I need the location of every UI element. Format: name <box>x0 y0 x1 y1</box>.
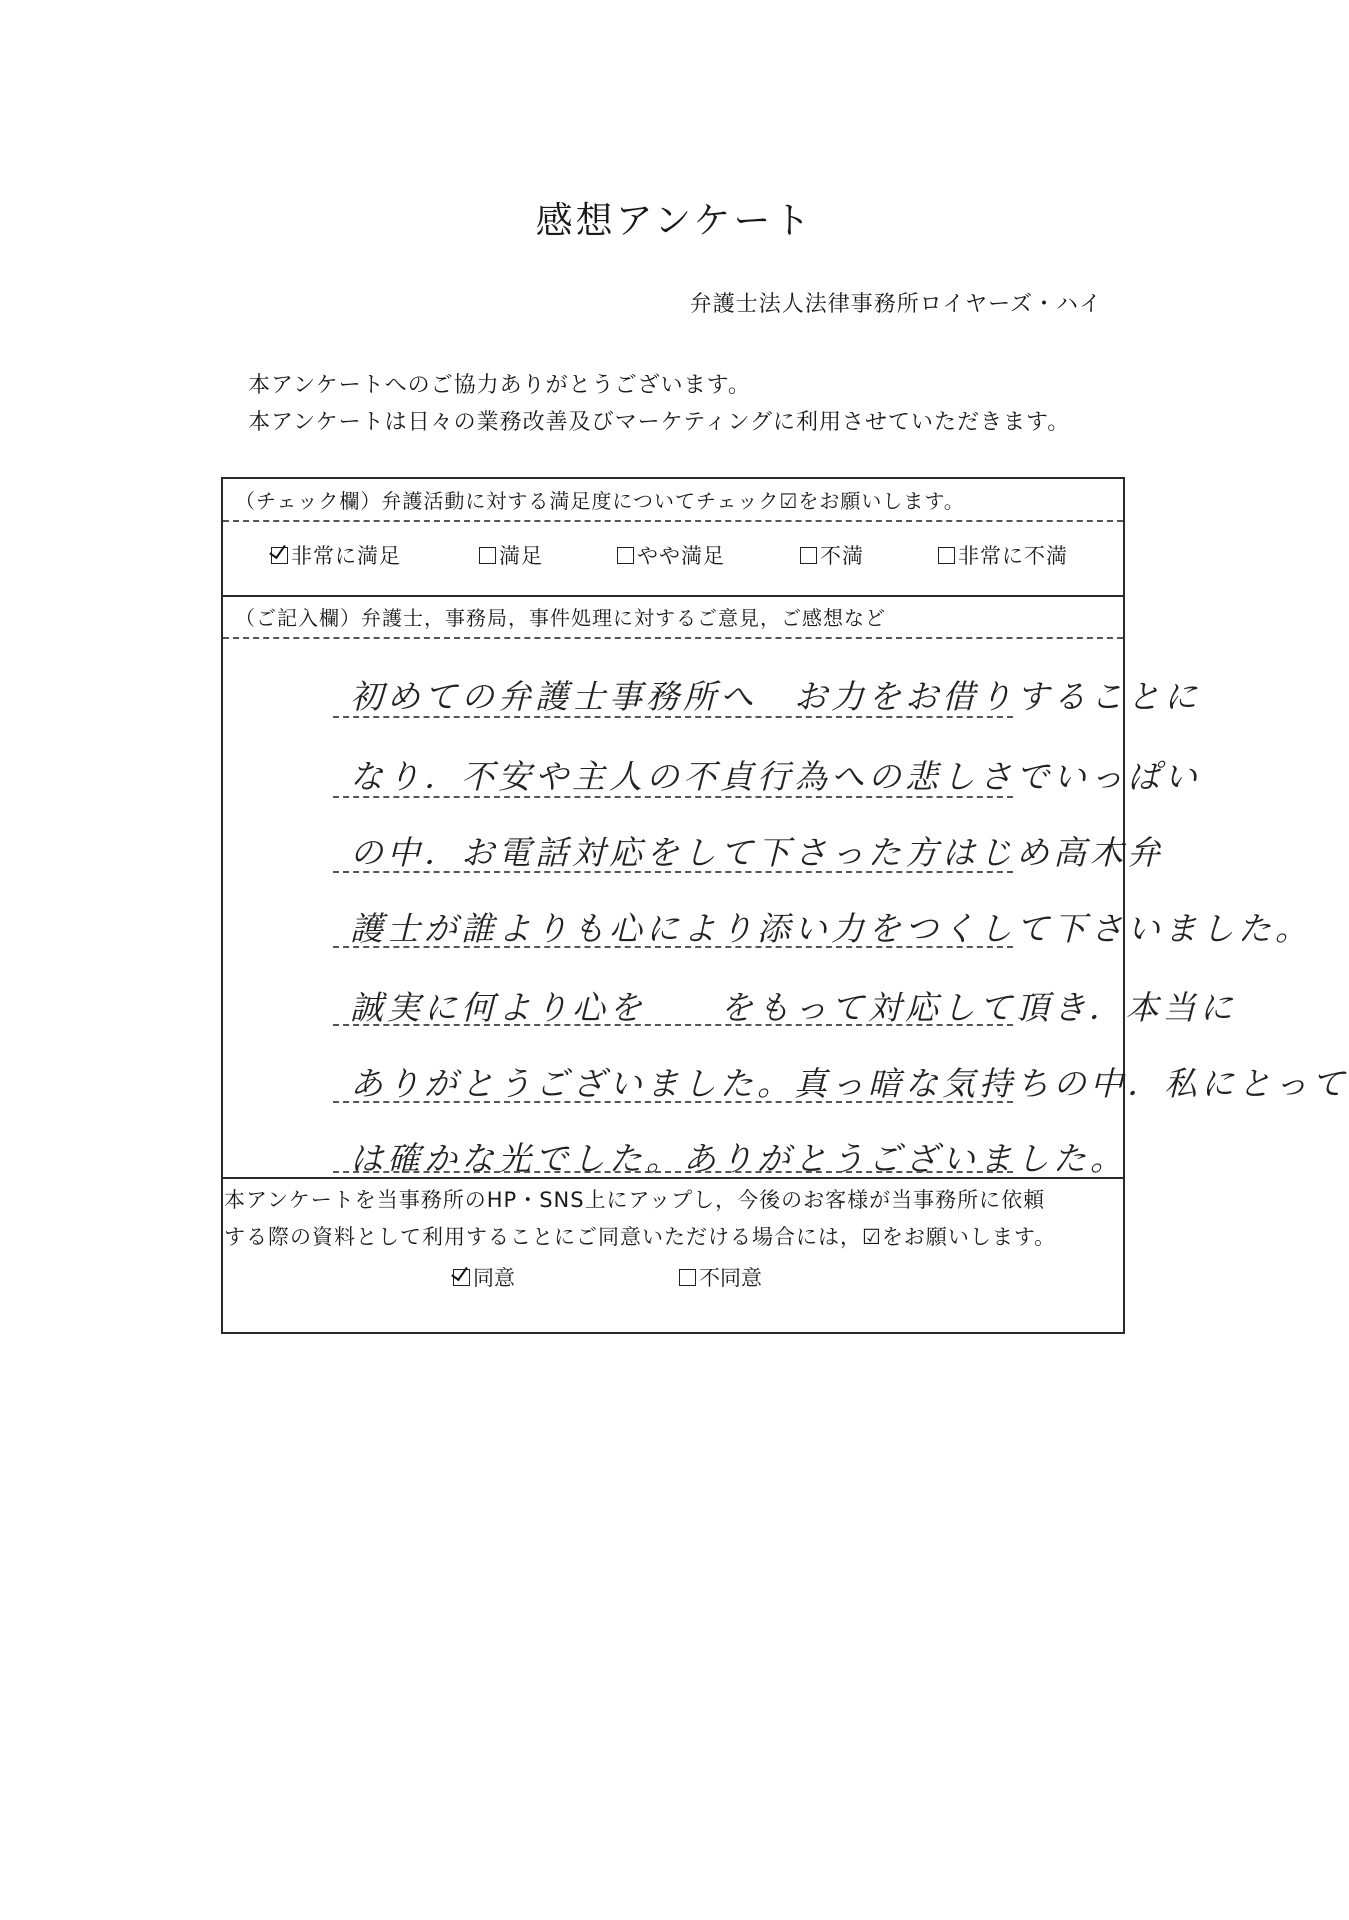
divider <box>223 520 1123 522</box>
option-label: 満足 <box>499 544 543 568</box>
handwritten-line: の中．お電話対応をして下さった方はじめ高木弁 <box>350 833 1164 872</box>
handwritten-line: なり．不安や主人の不貞行為への悲しさでいっぱい <box>350 757 1201 796</box>
checkbox-icon[interactable] <box>617 547 634 564</box>
checkbox-icon[interactable] <box>453 1269 470 1286</box>
handwritten-line: は確かな光でした。ありがとうございました。 <box>350 1139 1127 1178</box>
comments-header: （ご記入欄）弁護士，事務局，事件処理に対するご意見，ご感想など <box>235 606 886 630</box>
option-dissatisfied[interactable] <box>800 540 864 570</box>
option-label: 不同意 <box>699 1266 762 1290</box>
option-label: 非常に不満 <box>958 544 1068 568</box>
checkbox-icon[interactable] <box>938 547 955 564</box>
option-somewhat-satisfied[interactable] <box>617 540 725 570</box>
satisfaction-header: （チェック欄）弁護活動に対する満足度についてチェック☑をお願いします。 <box>235 489 965 513</box>
divider <box>223 637 1123 639</box>
divider <box>223 595 1123 597</box>
checkbox-icon[interactable] <box>800 547 817 564</box>
handwritten-line: ありがとうございました。真っ暗な気持ちの中．私にとって <box>350 1064 1349 1103</box>
survey-title: 感想アンケート <box>535 199 814 242</box>
organization-name: 弁護士法人法律事務所ロイヤーズ・ハイ <box>689 292 1102 317</box>
option-satisfied[interactable] <box>479 540 543 570</box>
option-label: 非常に満足 <box>291 544 401 568</box>
intro-line-2: 本アンケートは日々の業務改善及びマーケティングに利用させていただきます。 <box>248 410 1071 435</box>
option-very-dissatisfied[interactable] <box>938 540 1068 570</box>
writing-line <box>333 796 1013 798</box>
handwritten-line: 護士が誰よりも心により添い力をつくして下さいました。 <box>350 909 1312 948</box>
option-label: 不満 <box>820 544 864 568</box>
writing-line <box>333 1101 1013 1103</box>
option-disagree[interactable] <box>679 1262 762 1292</box>
option-very-satisfied[interactable] <box>271 540 401 570</box>
checkbox-icon[interactable] <box>271 547 288 564</box>
writing-line <box>333 1024 1013 1026</box>
consent-line-1: 本アンケートを当事務所のHP・SNS上にアップし，今後のお客様が当事務所に依頼 <box>224 1188 1046 1212</box>
checkbox-icon[interactable] <box>679 1269 696 1286</box>
writing-line <box>333 1171 1013 1173</box>
option-agree[interactable] <box>453 1262 515 1292</box>
handwritten-line: 誠実に何より心を をもって対応して頂き．本当に <box>350 988 1237 1027</box>
option-label: やや満足 <box>637 544 725 568</box>
option-label: 同意 <box>473 1266 515 1290</box>
writing-line <box>333 716 1013 718</box>
intro-line-1: 本アンケートへのご協力ありがとうございます。 <box>248 373 751 398</box>
writing-line <box>333 871 1013 873</box>
handwritten-line: 初めての弁護士事務所へ お力をお借りすることに <box>350 677 1201 716</box>
writing-line <box>333 946 1013 948</box>
consent-line-2: する際の資料として利用することにご同意いただける場合には，☑をお願いします。 <box>224 1225 1057 1249</box>
checkbox-icon[interactable] <box>479 547 496 564</box>
